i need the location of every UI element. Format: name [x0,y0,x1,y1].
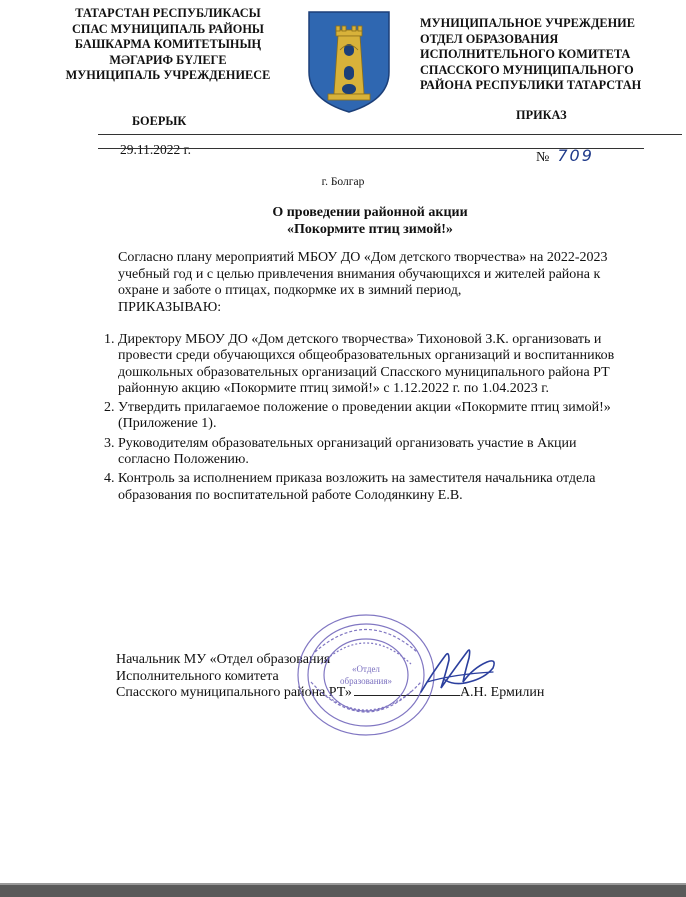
signatory-title-3: Спасского муниципального района РТ» [116,685,352,700]
document-date: 29.11.2022 г. [120,142,192,157]
header-left-line: СПАС МУНИЦИПАЛЬ РАЙОНЫ [72,21,264,36]
title-line-2: «Покормите птиц зимой!» [287,222,453,237]
document-number [536,146,594,166]
order-item: 1. Директору МБОУ ДО «Дом детского творчества» Тихоновой З.К. организовать и провести среди обучающихся общеобразовательных организаций и воспитанников дошкольных образовательных организаций Спасского муниципального района РТ районную акцию «Покормите птиц зимой!» с 1.12.2022 г. по 1.04.2023 г. [118,332,618,397]
order-item: 2. Утвердить прилагаемое положение о проведении акции «Покормите птиц зимой!» (Приложение 1). [118,400,618,433]
order-items-list [92,332,618,507]
number-label: № [536,150,550,165]
handwritten-signature [415,642,501,698]
header-divider [98,134,682,135]
header-right-line: МУНИЦИПАЛЬНОЕ УЧРЕЖДЕНИЕ [420,16,635,30]
stamp-center-text-2: образования» [340,676,392,686]
viewer-bottom-bar [0,885,686,897]
stamp-center-text-1: «Отдел [352,664,380,674]
signatory-title-2: Исполнительного комитета [116,668,279,684]
number-handwritten: 709 [557,146,594,165]
header-left-line: МӘГАРИФ БҮЛЕГЕ [109,52,227,67]
signatory-title-1: Начальник МУ «Отдел образования [116,652,331,667]
header-tatar-block [48,6,288,84]
signatory-name: А.Н. Ермилин [459,685,545,700]
prikaz-label: ПРИКАЗ [516,108,567,122]
header-right-line: РАЙОНА РЕСПУБЛИКИ ТАТАРСТАН [420,78,642,92]
order-item: 4. Контроль за исполнением приказа возложить на заместителя начальника отдела образования по воспитательной работе Солодянкину Е.В. [118,471,618,504]
coat-of-arms-emblem [306,10,392,114]
header-right-line: ИСПОЛНИТЕЛЬНОГО КОМИТЕТА [420,47,631,61]
intro-paragraph [118,250,628,316]
header-right-line: СПАССКОГО МУНИЦИПАЛЬНОГО [420,62,634,77]
order-word: ПРИКАЗЫВАЮ: [118,299,222,315]
order-item: 3. Руководителям образовательных организаций организовать участие в Акции согласно Положению. [118,436,618,469]
intro-text: Согласно плану мероприятий МБОУ ДО «Дом детского творчества» на 2022-2023 учебный год и с целью привлечения внимания обучающихся и жителей района к охране и заботе о птицах, подкормке их в зимний период, [118,250,608,298]
header-russian-block [420,16,682,94]
title-line-1: О проведении районной акции [272,205,468,220]
boerek-label: БОЕРЫК [132,114,187,128]
header-right-line: ОТДЕЛ ОБРАЗОВАНИЯ [420,31,559,46]
header-left-line: ТАТАРСТАН РЕСПУБЛИКАСЫ [75,6,261,20]
document-title [0,204,686,238]
header-left-line: МУНИЦИПАЛЬ УЧРЕЖДЕНИЕСЕ [65,68,271,82]
city-line: г. Болгар [321,176,365,188]
header-left-line: БАШКАРМА КОМИТЕТЫНЫҢ [74,37,262,51]
